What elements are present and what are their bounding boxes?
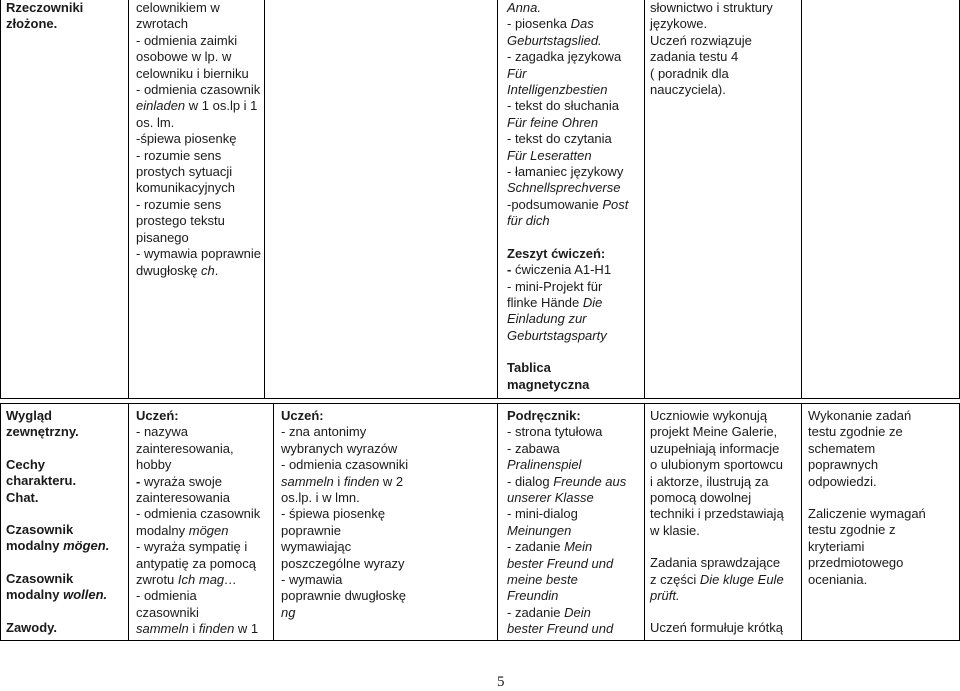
text-run: Für	[507, 65, 527, 81]
cell-text-line	[808, 457, 926, 473]
cell-text-line	[136, 424, 260, 440]
cell-text-line	[507, 506, 626, 522]
cell-text-line	[507, 66, 628, 82]
cell-text-line	[507, 16, 628, 32]
cell-text-line	[6, 0, 83, 16]
col-border-4b	[644, 403, 645, 640]
row1-bottom-border	[0, 398, 960, 399]
text-run: i aktorze, ilustrują za	[650, 473, 769, 489]
cell-text-line	[136, 131, 261, 147]
text-run: -podsumowanie	[507, 196, 603, 212]
text-run: - dialog	[507, 473, 554, 489]
blank-line	[650, 604, 784, 620]
text-run: pomocą dowolnej	[650, 490, 752, 506]
text-run: - tekst do słuchania	[507, 98, 620, 114]
blank-line	[6, 506, 109, 522]
text-run: zadania testu 4	[650, 49, 739, 65]
text-run: osobowe w lp. w	[136, 49, 232, 65]
text-run: Schnellsprechverse	[507, 180, 621, 196]
text-run: wollen.	[63, 587, 108, 603]
text-run: Tablica	[507, 360, 551, 376]
cell-text-line	[650, 82, 773, 98]
cell-text-line	[507, 98, 628, 114]
cell-text-line	[281, 424, 408, 440]
cell-text-line	[507, 131, 628, 147]
cell-text-line	[136, 148, 261, 164]
text-run: - zagadka językowa	[507, 49, 622, 65]
text-run: meine beste	[507, 572, 578, 588]
row2-cell-topic	[6, 408, 109, 636]
text-run: w 2	[379, 473, 404, 489]
cell-text-line	[650, 490, 784, 506]
text-run: Zadania sprawdzające	[650, 555, 781, 571]
text-run: czasowniki	[136, 604, 199, 620]
cell-text-line	[808, 522, 926, 538]
cell-text-line	[808, 424, 926, 440]
cell-text-line	[6, 522, 109, 538]
text-run: Freundin	[507, 588, 559, 604]
cell-text-line	[136, 556, 260, 572]
text-run: komunikacyjnych	[136, 180, 235, 196]
col-border-0b	[0, 403, 1, 640]
cell-text-line	[136, 180, 261, 196]
text-run: Die	[582, 294, 603, 310]
row2-cell-assessment	[808, 408, 926, 588]
text-run: Uczeń:	[136, 408, 179, 423]
text-run: Wykonanie zadań	[808, 408, 912, 423]
text-run: modalny	[6, 538, 64, 554]
row1-cell-objectives	[136, 0, 261, 279]
text-run: Für feine Ohren	[507, 114, 599, 130]
text-run: Zeszyt ćwiczeń:	[507, 245, 606, 261]
text-run: antypatię za pomocą	[136, 555, 256, 571]
text-run: w klasie.	[650, 522, 700, 538]
cell-text-line	[650, 408, 784, 424]
row1-cell-materials	[507, 0, 628, 393]
cell-text-line	[507, 539, 626, 555]
text-run: mögen.	[63, 538, 110, 554]
text-run: os. lm.	[136, 114, 175, 130]
cell-text-line	[136, 230, 261, 246]
text-run: bester Freund und	[507, 555, 614, 571]
text-run: uzupełniają informacje	[650, 440, 780, 456]
text-run: Cechy	[6, 456, 46, 472]
cell-text-line	[136, 82, 261, 98]
cell-text-line	[507, 115, 628, 131]
text-run: Czasownik	[6, 570, 74, 586]
text-run: - zabawa	[507, 440, 560, 456]
cell-text-line	[281, 506, 408, 522]
text-run: - łamaniec językowy	[507, 164, 624, 180]
cell-text-line	[281, 539, 408, 555]
cell-text-line	[507, 621, 626, 637]
blank-line	[507, 230, 628, 246]
text-run: - rozumie sens	[136, 147, 222, 163]
cell-text-line	[136, 588, 260, 604]
text-run: bester Freund und	[507, 621, 614, 637]
text-run: zwrotach	[136, 16, 189, 32]
text-run: odpowiedzi.	[808, 473, 877, 489]
text-run: Einladung zur	[507, 311, 587, 327]
cell-text-line	[136, 621, 260, 637]
text-run: -	[507, 262, 515, 278]
blank-line	[507, 344, 628, 360]
cell-text-line	[808, 474, 926, 490]
col-border-3	[497, 0, 498, 398]
text-run: wyraża swoje	[143, 473, 222, 489]
cell-text-line	[507, 82, 628, 98]
text-run: testu zgodnie z	[808, 522, 896, 538]
cell-text-line	[136, 474, 260, 490]
text-run: Pralinenspiel	[507, 457, 582, 473]
text-run: finden	[343, 473, 380, 489]
text-run: zewnętrzny.	[6, 424, 79, 440]
cell-text-line	[136, 33, 261, 49]
cell-text-line	[507, 213, 628, 229]
cell-text-line	[650, 0, 773, 16]
cell-text-line	[507, 556, 626, 572]
text-run: modalny	[136, 522, 189, 538]
cell-text-line	[507, 523, 626, 539]
text-run: Uczeń:	[281, 408, 324, 423]
text-run: zainteresowania	[136, 490, 230, 506]
cell-text-line	[507, 262, 628, 278]
cell-text-line	[507, 295, 628, 311]
text-run: i	[333, 473, 344, 489]
cell-text-line	[507, 490, 626, 506]
text-run: poprawnie dwugłoskę	[281, 588, 407, 604]
text-run: Die kluge Eule	[699, 571, 784, 587]
cell-text-line	[507, 279, 628, 295]
text-run: schematem	[808, 440, 876, 456]
text-run: - mini-Projekt für	[507, 278, 603, 294]
text-run: wymawiając	[281, 539, 352, 555]
cell-text-line	[6, 571, 109, 587]
text-run: testu zgodnie ze	[808, 424, 903, 440]
cell-text-line	[281, 572, 408, 588]
text-run: Chat.	[6, 489, 39, 505]
text-run: - zadanie	[507, 539, 565, 555]
cell-text-line	[650, 49, 773, 65]
blank-line	[808, 490, 926, 506]
text-run: prostego tekstu	[136, 213, 225, 229]
row2-cell-objectives-b	[281, 408, 408, 621]
text-run: - odmienia zaimki	[136, 32, 238, 48]
col-border-5b	[801, 403, 802, 640]
text-run: z części	[650, 571, 700, 587]
cell-text-line	[650, 424, 784, 440]
text-run: modalny	[6, 587, 64, 603]
cell-text-line	[6, 620, 109, 636]
text-run: os.lp. i w lmn.	[281, 490, 360, 506]
cell-text-line	[650, 523, 784, 539]
cell-text-line	[136, 490, 260, 506]
cell-text-line	[136, 457, 260, 473]
text-run: Dein	[564, 604, 591, 620]
text-run: złożone.	[6, 16, 58, 32]
text-run: Freunde aus	[553, 473, 627, 489]
cell-text-line	[281, 408, 408, 424]
text-run: Czasownik	[6, 522, 74, 538]
text-run: Das	[570, 16, 594, 32]
cell-text-line	[136, 16, 261, 32]
text-run: charakteru.	[6, 473, 77, 489]
row1-cell-topic	[6, 0, 83, 33]
cell-text-line	[808, 408, 926, 424]
cell-text-line	[507, 197, 628, 213]
text-run: wybranych wyrazów	[281, 440, 398, 456]
cell-text-line	[507, 311, 628, 327]
text-run: - zna antonimy	[281, 424, 367, 440]
cell-text-line	[136, 197, 261, 213]
blank-line	[6, 555, 109, 571]
cell-text-line	[507, 424, 626, 440]
text-run: zwrotu	[136, 572, 178, 588]
text-run: celowniku i bierniku	[136, 65, 249, 81]
text-run: - śpiewa piosenkę	[281, 506, 386, 522]
text-run: - mini-dialog	[507, 506, 578, 522]
cell-text-line	[136, 66, 261, 82]
cell-text-line	[650, 441, 784, 457]
text-run: przedmiotowego	[808, 555, 904, 571]
row2-cell-objectives-a	[136, 408, 260, 638]
text-run: für dich	[507, 213, 550, 229]
cell-text-line	[507, 49, 628, 65]
col-border-1	[128, 0, 129, 398]
text-run: - odmienia czasownik	[136, 82, 261, 98]
cell-text-line	[136, 49, 261, 65]
cell-text-line	[281, 474, 408, 490]
col-border-2	[264, 0, 265, 398]
cell-text-line	[6, 424, 109, 440]
col-border-3b	[497, 403, 498, 640]
text-run: - zadanie	[507, 604, 565, 620]
text-run: Rzeczowniki	[6, 0, 84, 15]
col-border-5	[801, 0, 802, 398]
cell-text-line	[650, 506, 784, 522]
cell-text-line	[650, 474, 784, 490]
blank-line	[650, 539, 784, 555]
text-run: w 1	[234, 621, 259, 637]
text-run: o ulubionym sportowcu	[650, 457, 783, 473]
cell-text-line	[281, 441, 408, 457]
text-run: Post	[602, 196, 629, 212]
text-run: Meinungen	[507, 522, 572, 538]
cell-text-line	[507, 474, 626, 490]
cell-text-line	[281, 556, 408, 572]
cell-text-line	[136, 506, 260, 522]
text-run: ng	[281, 604, 296, 620]
cell-text-line	[6, 490, 109, 506]
cell-text-line	[6, 587, 109, 603]
row1-cell-activities	[650, 0, 773, 98]
text-run: hobby	[136, 457, 172, 473]
cell-text-line	[6, 473, 109, 489]
col-border-0	[0, 0, 1, 398]
text-run: Für Leseratten	[507, 147, 592, 163]
text-run: sammeln	[281, 473, 334, 489]
cell-text-line	[507, 588, 626, 604]
cell-text-line	[281, 490, 408, 506]
cell-text-line	[136, 98, 261, 114]
cell-text-line	[136, 408, 260, 424]
text-run: poprawnie	[281, 522, 341, 538]
cell-text-line	[136, 0, 261, 16]
text-run: nauczyciela).	[650, 82, 726, 98]
text-run: - odmienia czasownik	[136, 506, 261, 522]
text-run: ( poradnik dla	[650, 65, 729, 81]
cell-text-line	[650, 588, 784, 604]
blank-line	[6, 441, 109, 457]
text-run: językowe.	[650, 16, 708, 32]
text-run: ćwiczenia A1-H1	[514, 262, 612, 278]
text-run: prüft.	[650, 588, 680, 604]
cell-text-line	[507, 605, 626, 621]
cell-text-line	[6, 408, 109, 424]
text-run: magnetyczna	[507, 376, 590, 392]
text-run: - wyraża sympatię i	[136, 539, 248, 555]
cell-text-line	[507, 360, 628, 376]
text-run: Mein	[564, 539, 593, 555]
cell-text-line	[507, 457, 626, 473]
text-run: pisanego	[136, 229, 189, 245]
text-run: dwugłoskę	[136, 262, 202, 278]
text-run: Uczeń rozwiązuje	[650, 32, 752, 48]
cell-text-line	[507, 180, 628, 196]
text-run: - strona tytułowa	[507, 424, 603, 440]
text-run: Podręcznik:	[507, 408, 581, 423]
cell-text-line	[507, 0, 628, 16]
text-run: Zaliczenie wymagań	[808, 506, 926, 522]
row2-top-border	[0, 403, 960, 404]
text-run: - odmienia	[136, 588, 197, 604]
text-run: prostych sytuacji	[136, 164, 233, 180]
cell-text-line	[281, 605, 408, 621]
text-run: .	[214, 262, 219, 278]
text-run: poszczególne wyrazy	[281, 555, 405, 571]
col-border-1b	[128, 403, 129, 640]
text-run: Uczniowie wykonują	[650, 408, 768, 423]
table-bottom-border	[0, 640, 960, 641]
text-run: Zawody.	[6, 619, 58, 635]
cell-text-line	[136, 164, 261, 180]
cell-text-line	[507, 164, 628, 180]
text-run: -	[136, 473, 144, 489]
cell-text-line	[808, 441, 926, 457]
cell-text-line	[808, 555, 926, 571]
text-run: Geburtstagslied.	[507, 32, 602, 48]
text-run: Geburtstagsparty	[507, 327, 607, 343]
cell-text-line	[507, 377, 628, 393]
text-run: oceniania.	[808, 571, 868, 587]
text-run: słownictwo i struktury	[650, 0, 773, 15]
blank-line	[6, 604, 109, 620]
text-run: einladen	[136, 98, 186, 114]
cell-text-line	[281, 523, 408, 539]
cell-text-line	[650, 66, 773, 82]
text-run: sammeln	[136, 621, 189, 637]
page-number: 5	[497, 674, 505, 690]
cell-text-line	[136, 441, 260, 457]
cell-text-line	[136, 115, 261, 131]
cell-text-line	[136, 605, 260, 621]
row2-cell-activities	[650, 408, 784, 637]
cell-text-line	[136, 539, 260, 555]
cell-text-line	[136, 246, 261, 262]
text-run: Anna.	[507, 0, 541, 15]
cell-text-line	[136, 263, 261, 279]
cell-text-line	[507, 246, 628, 262]
cell-text-line	[650, 555, 784, 571]
text-run: - wymawia	[281, 572, 343, 588]
text-run: -śpiewa piosenkę	[136, 131, 237, 147]
cell-text-line	[650, 16, 773, 32]
cell-text-line	[808, 506, 926, 522]
cell-text-line	[507, 328, 628, 344]
cell-text-line	[136, 213, 261, 229]
cell-text-line	[507, 148, 628, 164]
text-run: Ich mag…	[177, 572, 238, 588]
text-run: flinke Hände	[507, 294, 583, 310]
cell-text-line	[507, 441, 626, 457]
cell-text-line	[650, 33, 773, 49]
cell-text-line	[6, 16, 83, 32]
row2-cell-materials	[507, 408, 626, 638]
cell-text-line	[507, 572, 626, 588]
text-run: - wymawia poprawnie	[136, 246, 261, 262]
cell-text-line	[6, 538, 109, 554]
text-run: celownikiem w	[136, 0, 220, 15]
cell-text-line	[281, 457, 408, 473]
cell-text-line	[507, 33, 628, 49]
cell-text-line	[650, 620, 784, 636]
text-run: projekt Meine Galerie,	[650, 424, 778, 440]
text-run: poprawnych	[808, 457, 879, 473]
cell-text-line	[650, 457, 784, 473]
text-run: - tekst do czytania	[507, 131, 612, 147]
cell-text-line	[136, 572, 260, 588]
text-run: - odmienia czasowniki	[281, 457, 409, 473]
cell-text-line	[136, 523, 260, 539]
cell-text-line	[808, 539, 926, 555]
text-run: Intelligenzbestien	[507, 82, 608, 98]
cell-text-line	[808, 572, 926, 588]
text-run: mögen	[188, 522, 229, 538]
cell-text-line	[281, 588, 408, 604]
col-border-2b	[273, 403, 274, 640]
text-run: - piosenka	[507, 16, 571, 32]
text-run: unserer Klasse	[507, 490, 594, 506]
cell-text-line	[6, 457, 109, 473]
text-run: Uczeń formułuje krótką	[650, 620, 783, 636]
col-border-4	[644, 0, 645, 398]
cell-text-line	[650, 572, 784, 588]
text-run: zainteresowania,	[136, 440, 234, 456]
text-run: techniki i przedstawiają	[650, 506, 784, 522]
text-run: finden	[198, 621, 235, 637]
text-run: Wygląd	[6, 408, 52, 423]
text-run: w 1 os.lp i 1	[185, 98, 258, 114]
text-run: ch	[201, 262, 215, 278]
text-run: kryteriami	[808, 538, 865, 554]
cell-text-line	[507, 408, 626, 424]
text-run: i	[188, 621, 199, 637]
text-run: - nazywa	[136, 424, 189, 440]
text-run: - rozumie sens	[136, 196, 222, 212]
